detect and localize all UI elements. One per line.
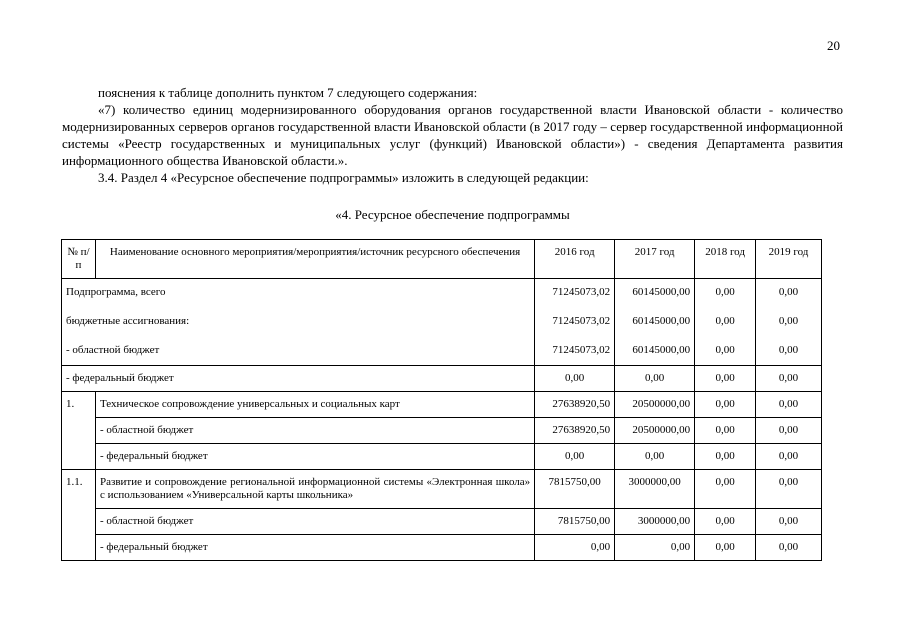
cell-2019: 0,00 xyxy=(756,279,822,304)
body-text xyxy=(62,84,843,186)
table-header-row xyxy=(62,240,822,279)
cell-2016: 27638920,50 xyxy=(535,418,615,444)
table-row xyxy=(62,535,822,561)
cell-2019: 0,00 xyxy=(756,509,822,535)
row-num: 1. xyxy=(62,392,96,470)
row-label: - областной бюджет xyxy=(95,418,534,444)
row-label: - федеральный бюджет xyxy=(95,535,534,561)
table-row xyxy=(62,332,822,366)
row-label: Развитие и сопровождение региональной информационной системы «Электронная школа» с использованием «Универсальной карты школьника» xyxy=(95,470,534,509)
table-row xyxy=(62,418,822,444)
cell-2018: 0,00 xyxy=(695,303,756,332)
cell-2018: 0,00 xyxy=(695,444,756,470)
cell-2018: 0,00 xyxy=(695,418,756,444)
row-num: 1.1. xyxy=(62,470,96,561)
cell-2017: 60145000,00 xyxy=(615,279,695,304)
cell-2019: 0,00 xyxy=(756,470,822,509)
cell-2016: 7815750,00 xyxy=(535,509,615,535)
row-label: - федеральный бюджет xyxy=(62,366,535,392)
header-2017: 2017 год xyxy=(615,240,695,279)
row-label: Техническое сопровождение универсальных и социальных карт xyxy=(95,392,534,418)
table-row xyxy=(62,303,822,332)
cell-2019: 0,00 xyxy=(756,392,822,418)
cell-2018: 0,00 xyxy=(695,509,756,535)
cell-2018: 0,00 xyxy=(695,366,756,392)
row-label: - областной бюджет xyxy=(62,332,535,366)
cell-2017: 3000000,00 xyxy=(615,470,695,509)
cell-2019: 0,00 xyxy=(756,535,822,561)
cell-2016: 71245073,02 xyxy=(535,279,615,304)
table-row xyxy=(62,470,822,509)
cell-2018: 0,00 xyxy=(695,332,756,366)
paragraph-2: «7) количество единиц модернизированного оборудования органов государственной власти Ивановской области - количество модернизированных серверов органов государственной власти Ивановской области (в 2017 году – сервер государственной информационной системы «Реестр государственных и муниципальных услуг (функций) Ивановской области») - сведения Департамента развития информационного общества Ивановской области.». xyxy=(62,102,843,168)
cell-2016: 71245073,02 xyxy=(535,303,615,332)
header-num: № п/п xyxy=(62,240,96,279)
cell-2016: 71245073,02 xyxy=(535,332,615,366)
row-label: - областной бюджет xyxy=(95,509,534,535)
cell-2016: 0,00 xyxy=(535,535,615,561)
cell-2019: 0,00 xyxy=(756,303,822,332)
cell-2016: 7815750,00 xyxy=(535,470,615,509)
cell-2017: 20500000,00 xyxy=(615,392,695,418)
paragraph-1: пояснения к таблице дополнить пунктом 7 следующего содержания: xyxy=(98,85,478,100)
cell-2016: 0,00 xyxy=(535,366,615,392)
cell-2017: 60145000,00 xyxy=(615,303,695,332)
header-2018: 2018 год xyxy=(695,240,756,279)
cell-2018: 0,00 xyxy=(695,279,756,304)
cell-2018: 0,00 xyxy=(695,535,756,561)
cell-2017: 3000000,00 xyxy=(615,509,695,535)
row-label: бюджетные ассигнования: xyxy=(62,303,535,332)
header-name: Наименование основного мероприятия/мероприятия/источник ресурсного обеспечения xyxy=(95,240,534,279)
cell-2017: 20500000,00 xyxy=(615,418,695,444)
table-row xyxy=(62,444,822,470)
cell-2017: 60145000,00 xyxy=(615,332,695,366)
row-label: - федеральный бюджет xyxy=(95,444,534,470)
cell-2019: 0,00 xyxy=(756,418,822,444)
cell-2016: 0,00 xyxy=(535,444,615,470)
paragraph-3: 3.4. Раздел 4 «Ресурсное обеспечение подпрограммы» изложить в следующей редакции: xyxy=(98,170,589,185)
cell-2016: 27638920,50 xyxy=(535,392,615,418)
table-row xyxy=(62,366,822,392)
cell-2018: 0,00 xyxy=(695,392,756,418)
table-row xyxy=(62,509,822,535)
resource-table xyxy=(61,239,822,561)
header-2016: 2016 год xyxy=(535,240,615,279)
cell-2017: 0,00 xyxy=(615,535,695,561)
table-row xyxy=(62,279,822,304)
row-label: Подпрограмма, всего xyxy=(62,279,535,304)
table-row xyxy=(62,392,822,418)
cell-2019: 0,00 xyxy=(756,366,822,392)
cell-2017: 0,00 xyxy=(615,444,695,470)
header-2019: 2019 год xyxy=(756,240,822,279)
cell-2019: 0,00 xyxy=(756,332,822,366)
cell-2017: 0,00 xyxy=(615,366,695,392)
section-title: «4. Ресурсное обеспечение подпрограммы xyxy=(335,207,570,222)
page-number: 20 xyxy=(827,38,840,53)
cell-2019: 0,00 xyxy=(756,444,822,470)
cell-2018: 0,00 xyxy=(695,470,756,509)
